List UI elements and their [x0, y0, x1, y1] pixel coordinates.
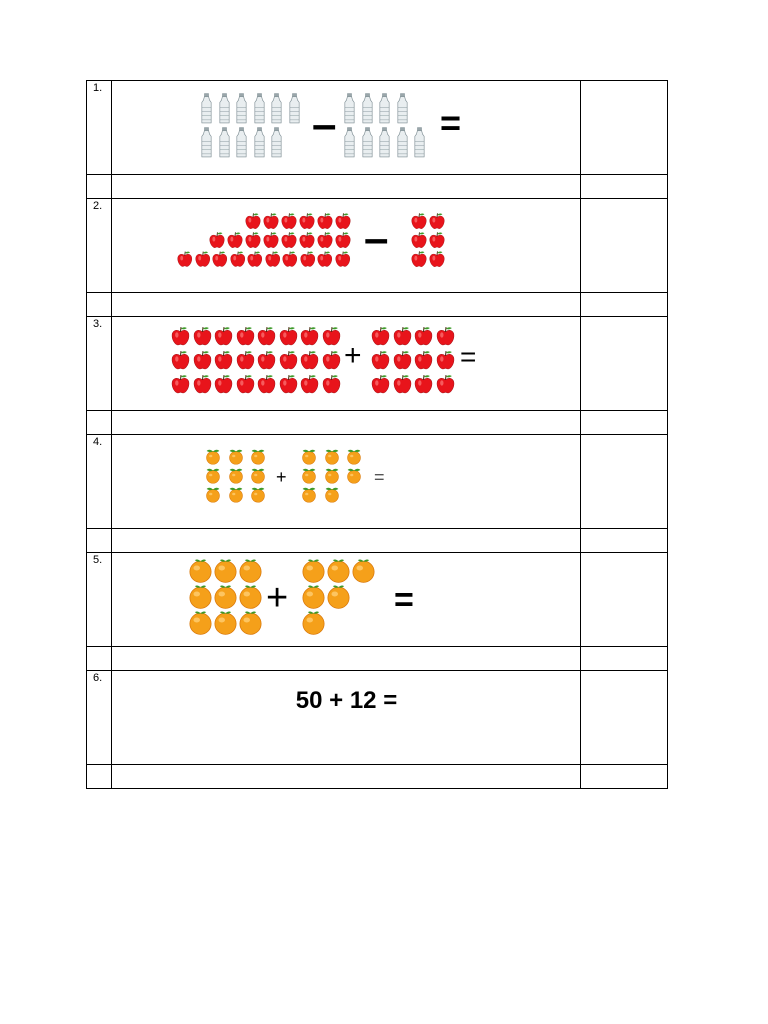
icon-row: [301, 610, 376, 635]
red-apple-icon: [213, 373, 234, 395]
equals-sign: =: [460, 341, 477, 372]
icon-row: [203, 485, 268, 503]
icon-row: [199, 127, 302, 158]
spacer-row: [87, 647, 668, 671]
red-apple-icon: [194, 250, 212, 268]
number-cell: [87, 199, 112, 293]
tangerine-icon: [299, 466, 319, 484]
icon-row: [342, 93, 427, 124]
red-apple-icon: [410, 250, 428, 268]
red-apple-icon: [170, 325, 191, 347]
red-apple-icon: [413, 373, 434, 395]
problem-number: 6.: [93, 672, 103, 684]
answer-cell-6[interactable]: [581, 671, 668, 765]
red-apple-icon: [370, 325, 391, 347]
orange-icon: [213, 558, 238, 583]
oranges-group-right: [301, 558, 376, 636]
red-apple-icon: [246, 250, 264, 268]
problem-row-4: [87, 435, 668, 529]
water-bottle-icon: [199, 93, 214, 124]
red-apple-icon: [226, 231, 244, 249]
red-apple-icon: [278, 349, 299, 371]
red-apple-icon: [334, 212, 352, 230]
tangerine-icon: [322, 466, 342, 484]
tangerine-icon: [248, 466, 268, 484]
problem-row-1: [87, 81, 668, 175]
water-bottle-icon: [360, 93, 375, 124]
red-apple-icon: [316, 212, 334, 230]
problem-row-5: [87, 553, 668, 647]
water-bottle-icon: [360, 127, 375, 158]
red-apple-icon: [256, 325, 277, 347]
red-apple-icon: [278, 373, 299, 395]
equals-sign: =: [394, 581, 414, 619]
tangerine-icon: [344, 447, 364, 465]
icon-row: [299, 447, 364, 465]
problem-row-2: [87, 199, 668, 293]
red-apple-icon: [235, 325, 256, 347]
red-apple-icon: [244, 231, 262, 249]
red-apple-icon: [256, 373, 277, 395]
apples-group-right: [410, 212, 446, 269]
tangerine-icon: [203, 485, 223, 503]
equals-sign: =: [440, 102, 462, 143]
red-apple-icon: [299, 325, 320, 347]
number-cell: [87, 553, 112, 647]
red-apple-icon: [435, 349, 456, 371]
icon-row: [301, 584, 376, 609]
oranges-group-left: [188, 558, 263, 636]
water-bottle-icon: [234, 127, 249, 158]
icon-row: [299, 466, 364, 484]
water-bottle-icon: [412, 127, 427, 158]
orange-icon: [188, 558, 213, 583]
red-apple-icon: [281, 250, 299, 268]
red-apple-icon: [278, 325, 299, 347]
red-apple-icon: [256, 349, 277, 371]
water-bottle-icon: [269, 127, 284, 158]
orange-icon: [213, 584, 238, 609]
water-bottle-icon: [252, 127, 267, 158]
red-apple-icon: [413, 325, 434, 347]
red-apple-icon: [235, 349, 256, 371]
red-apple-icon: [321, 349, 342, 371]
icon-row: [301, 558, 376, 583]
red-apple-icon: [235, 373, 256, 395]
tangerine-icon: [322, 485, 342, 503]
icon-row: [170, 349, 342, 371]
water-bottle-icon: [342, 127, 357, 158]
red-apple-icon: [192, 325, 213, 347]
apples-group-left: [176, 212, 352, 269]
equals-sign: =: [374, 467, 385, 487]
tangerine-icon: [226, 466, 246, 484]
icon-row: [176, 231, 352, 249]
red-apple-icon: [211, 250, 229, 268]
water-bottle-icon: [252, 93, 267, 124]
water-bottle-icon: [395, 127, 410, 158]
icon-row: [299, 485, 364, 503]
tangerine-icon: [226, 485, 246, 503]
red-apple-icon: [392, 325, 413, 347]
number-cell: [87, 81, 112, 175]
icon-row: [410, 212, 446, 230]
orange-icon: [188, 584, 213, 609]
tangerine-icon: [299, 485, 319, 503]
tangerine-icon: [322, 447, 342, 465]
spacer-row: [87, 529, 668, 553]
orange-icon: [213, 610, 238, 635]
orange-icon: [301, 584, 326, 609]
icon-row: [176, 212, 352, 230]
red-apple-icon: [213, 325, 234, 347]
red-apple-icon: [334, 250, 352, 268]
red-apple-icon: [435, 373, 456, 395]
red-apple-icon: [229, 250, 247, 268]
number-cell: [87, 317, 112, 411]
red-apple-icon: [262, 231, 280, 249]
icon-row: [170, 325, 342, 347]
icon-row: [203, 447, 268, 465]
orange-icon: [301, 610, 326, 635]
orange-icon: [326, 558, 351, 583]
water-bottle-icon: [342, 93, 357, 124]
problem-cell-5: [112, 553, 581, 647]
plus-sign: +: [344, 339, 362, 372]
tangerines-group-right: [299, 447, 364, 504]
problem-cell-4: [112, 435, 581, 529]
spacer-row: [87, 411, 668, 435]
orange-icon: [351, 558, 376, 583]
red-apple-icon: [192, 349, 213, 371]
icon-row: [370, 373, 456, 395]
red-apple-icon: [170, 349, 191, 371]
answer-cell-1[interactable]: [581, 81, 668, 175]
problem-cell-1: [112, 81, 581, 175]
orange-icon: [238, 610, 263, 635]
orange-icon: [188, 610, 213, 635]
red-apple-icon: [334, 231, 352, 249]
problem-number: 5.: [93, 554, 103, 566]
icon-row: [188, 584, 263, 609]
icon-row: [410, 231, 446, 249]
problem-cell-6: [112, 671, 581, 765]
red-apple-icon: [321, 325, 342, 347]
icon-row: [199, 93, 302, 124]
water-bottle-icon: [199, 127, 214, 158]
orange-icon: [238, 584, 263, 609]
red-apple-icon: [410, 231, 428, 249]
apples-group-left: [170, 325, 342, 397]
tangerine-icon: [226, 447, 246, 465]
icon-row: [188, 610, 263, 635]
spacer-row: [87, 293, 668, 317]
minus-sign: –: [312, 100, 337, 149]
red-apple-icon: [428, 212, 446, 230]
red-apple-icon: [392, 349, 413, 371]
red-apple-icon: [176, 250, 194, 268]
red-apple-icon: [280, 231, 298, 249]
water-bottle-icon: [287, 93, 302, 124]
tangerine-icon: [344, 466, 364, 484]
red-apple-icon: [413, 349, 434, 371]
red-apple-icon: [262, 212, 280, 230]
icon-row: [410, 250, 446, 268]
red-apple-icon: [410, 212, 428, 230]
icon-row: [203, 466, 268, 484]
red-apple-icon: [428, 231, 446, 249]
orange-icon: [326, 584, 351, 609]
red-apple-icon: [392, 373, 413, 395]
problem-number: 4.: [93, 436, 103, 448]
red-apple-icon: [298, 231, 316, 249]
red-apple-icon: [208, 231, 226, 249]
tangerine-icon: [299, 447, 319, 465]
number-cell: [87, 671, 112, 765]
water-bottle-icon: [395, 93, 410, 124]
red-apple-icon: [299, 349, 320, 371]
red-apple-icon: [435, 325, 456, 347]
water-bottle-icon: [269, 93, 284, 124]
red-apple-icon: [192, 373, 213, 395]
red-apple-icon: [428, 250, 446, 268]
icon-row: [342, 127, 427, 158]
answer-cell-4[interactable]: [581, 435, 668, 529]
icon-row: [170, 373, 342, 395]
problem-row-3: [87, 317, 668, 411]
tangerine-icon: [248, 485, 268, 503]
icon-row: [176, 250, 352, 268]
orange-icon: [301, 558, 326, 583]
plus-sign: +: [266, 577, 289, 619]
problem-number: 1.: [93, 82, 103, 94]
bottles-group-right: [342, 93, 427, 161]
red-apple-icon: [244, 212, 262, 230]
water-bottle-icon: [234, 93, 249, 124]
tangerine-icon: [203, 466, 223, 484]
answer-cell-5[interactable]: [581, 553, 668, 647]
red-apple-icon: [316, 250, 334, 268]
red-apple-icon: [370, 373, 391, 395]
water-bottle-icon: [377, 93, 392, 124]
minus-sign: –: [364, 214, 389, 263]
water-bottle-icon: [377, 127, 392, 158]
tangerines-group-left: [203, 447, 268, 504]
red-apple-icon: [170, 373, 191, 395]
problem-cell-3: [112, 317, 581, 411]
red-apple-icon: [264, 250, 282, 268]
equation-text: 50 + 12 =: [295, 687, 398, 714]
apples-group-right: [370, 325, 456, 397]
water-bottle-icon: [217, 127, 232, 158]
tangerine-icon: [248, 447, 268, 465]
plus-sign: +: [276, 467, 287, 487]
red-apple-icon: [280, 212, 298, 230]
problem-cell-2: [112, 199, 581, 293]
red-apple-icon: [316, 231, 334, 249]
number-cell: [87, 435, 112, 529]
spacer-row: [87, 765, 668, 789]
problem-row-6: [87, 671, 668, 765]
icon-row: [370, 349, 456, 371]
icon-row: [370, 325, 456, 347]
orange-icon: [238, 558, 263, 583]
problem-number: 3.: [93, 318, 103, 330]
problem-number: 2.: [93, 200, 103, 212]
red-apple-icon: [370, 349, 391, 371]
answer-cell-2[interactable]: [581, 199, 668, 293]
spacer-row: [87, 175, 668, 199]
tangerine-icon: [203, 447, 223, 465]
red-apple-icon: [213, 349, 234, 371]
worksheet-table: [86, 80, 668, 789]
red-apple-icon: [321, 373, 342, 395]
red-apple-icon: [299, 250, 317, 268]
icon-row: [188, 558, 263, 583]
red-apple-icon: [298, 212, 316, 230]
bottles-group-left: [199, 93, 302, 161]
red-apple-icon: [299, 373, 320, 395]
water-bottle-icon: [217, 93, 232, 124]
answer-cell-3[interactable]: [581, 317, 668, 411]
